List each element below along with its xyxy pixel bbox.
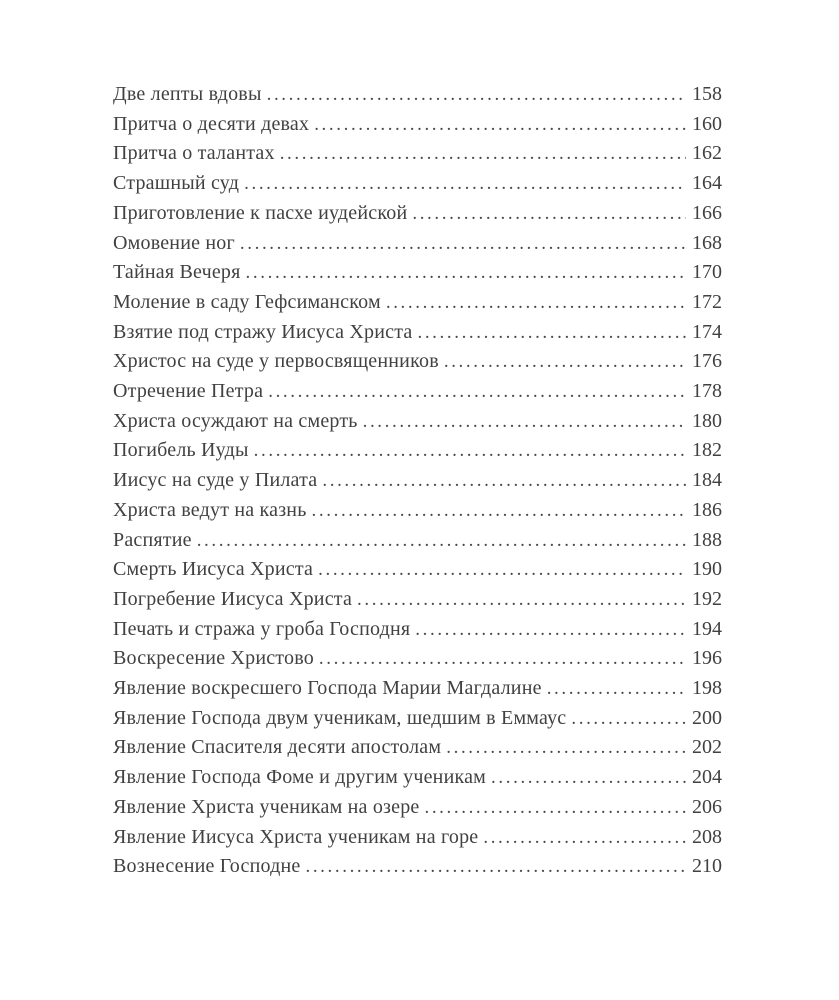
page-number: 194 [692, 617, 722, 640]
toc-entry-title: Погребение Иисуса Христа [113, 587, 353, 610]
page-number: 188 [692, 528, 722, 551]
dot-leader [446, 733, 686, 763]
dot-leader [319, 644, 686, 674]
page-number: 204 [692, 766, 722, 789]
toc-entry-title: Отречение Петра [113, 380, 264, 403]
dot-leader [322, 466, 686, 496]
page-number: 198 [692, 677, 722, 700]
toc-entry-title: Печать и стража у гроба Господня [113, 617, 411, 640]
table-of-contents [113, 80, 722, 882]
page-number: 178 [692, 380, 722, 403]
toc-row [113, 80, 722, 110]
toc-row [113, 585, 722, 615]
toc-row [113, 674, 722, 704]
page-number: 164 [692, 172, 722, 195]
dot-leader [412, 199, 686, 229]
page-number: 192 [692, 587, 722, 610]
toc-entry-title: Христа осуждают на смерть [113, 409, 358, 432]
toc-row [113, 199, 722, 229]
toc-entry-title: Приготовление к пасхе иудейской [113, 201, 408, 224]
toc-entry-title: Явление Господа двум ученикам, шедшим в Еммаус [113, 706, 567, 729]
toc-entry-title: Омовение ног [113, 231, 235, 254]
toc-row [113, 436, 722, 466]
page-number: 190 [692, 558, 722, 581]
toc-entry-title: Явление Иисуса Христа ученикам на горе [113, 825, 479, 848]
toc-row [113, 318, 722, 348]
toc-entry-title: Иисус на суде у Пилата [113, 469, 318, 492]
page-number: 200 [692, 706, 722, 729]
toc-entry-title: Распятие [113, 528, 192, 551]
toc-row [113, 526, 722, 556]
dot-leader [318, 555, 686, 585]
toc-entry-title: Погибель Иуды [113, 439, 249, 462]
page-number: 210 [692, 855, 722, 878]
page-number: 206 [692, 795, 722, 818]
dot-leader [444, 347, 686, 377]
page-number: 160 [692, 112, 722, 135]
toc-entry-title: Две лепты вдовы [113, 83, 262, 105]
dot-leader [547, 674, 686, 704]
toc-entry-title: Страшный суд [113, 172, 240, 195]
dot-leader [280, 139, 686, 169]
dot-leader [240, 229, 686, 259]
dot-leader [386, 288, 686, 318]
dot-leader [363, 407, 686, 437]
toc-row [113, 407, 722, 437]
toc-entry-title: Притча о десяти девах [113, 112, 310, 135]
toc-row [113, 852, 722, 882]
toc-row [113, 139, 722, 169]
toc-entry-title: Явление Спасителя десяти апостолам [113, 736, 442, 759]
toc-entry-title: Воскресение Христово [113, 647, 314, 670]
page-number: 158 [692, 83, 722, 105]
toc-row [113, 644, 722, 674]
toc-row [113, 288, 722, 318]
toc-row [113, 466, 722, 496]
toc-row [113, 793, 722, 823]
toc-row [113, 110, 722, 140]
toc-row [113, 555, 722, 585]
toc-entry-title: Явление Христа ученикам на озере [113, 795, 420, 818]
toc-entry-title: Притча о талантах [113, 142, 275, 165]
toc-entry-title: Моление в саду Гефсиманском [113, 290, 381, 313]
toc-entry-title: Христа ведут на казнь [113, 498, 307, 521]
dot-leader [424, 793, 686, 823]
dot-leader [268, 377, 686, 407]
dot-leader [254, 436, 686, 466]
page-number: 180 [692, 409, 722, 432]
page-number: 174 [692, 320, 722, 343]
toc-row [113, 704, 722, 734]
toc-row [113, 763, 722, 793]
toc-row [113, 258, 722, 288]
toc-entry-title: Вознесение Господне [113, 855, 301, 878]
toc-row [113, 229, 722, 259]
page-number: 186 [692, 498, 722, 521]
dot-leader [357, 585, 686, 615]
page-number: 170 [692, 261, 722, 284]
toc-row [113, 615, 722, 645]
toc-row [113, 169, 722, 199]
toc-entry-title: Христос на суде у первосвященников [113, 350, 439, 373]
page-number: 196 [692, 647, 722, 670]
dot-leader [246, 258, 686, 288]
page-number: 166 [692, 201, 722, 224]
page-number: 202 [692, 736, 722, 759]
page-number: 208 [692, 825, 722, 848]
dot-leader [197, 526, 686, 556]
toc-row [113, 823, 722, 853]
dot-leader [312, 496, 686, 526]
toc-entry-title: Явление воскресшего Господа Марии Магдалине [113, 677, 542, 700]
dot-leader [314, 110, 686, 140]
toc-row [113, 377, 722, 407]
dot-leader [415, 615, 686, 645]
page-number: 182 [692, 439, 722, 462]
page-number: 184 [692, 469, 722, 492]
toc-entry-title: Смерть Иисуса Христа [113, 558, 314, 581]
toc-entry-title: Тайная Вечеря [113, 261, 241, 284]
dot-leader [244, 169, 686, 199]
toc-row [113, 496, 722, 526]
toc-row [113, 733, 722, 763]
dot-leader [305, 852, 686, 882]
dot-leader [571, 704, 686, 734]
page-number: 168 [692, 231, 722, 254]
page-number: 176 [692, 350, 722, 373]
toc-row [113, 347, 722, 377]
page-number: 162 [692, 142, 722, 165]
dot-leader [267, 80, 686, 110]
dot-leader [483, 823, 686, 853]
dot-leader [491, 763, 686, 793]
toc-entry-title: Явление Господа Фоме и другим ученикам [113, 766, 487, 789]
dot-leader [417, 318, 686, 348]
page-number: 172 [692, 290, 722, 313]
toc-entry-title: Взятие под стражу Иисуса Христа [113, 320, 413, 343]
